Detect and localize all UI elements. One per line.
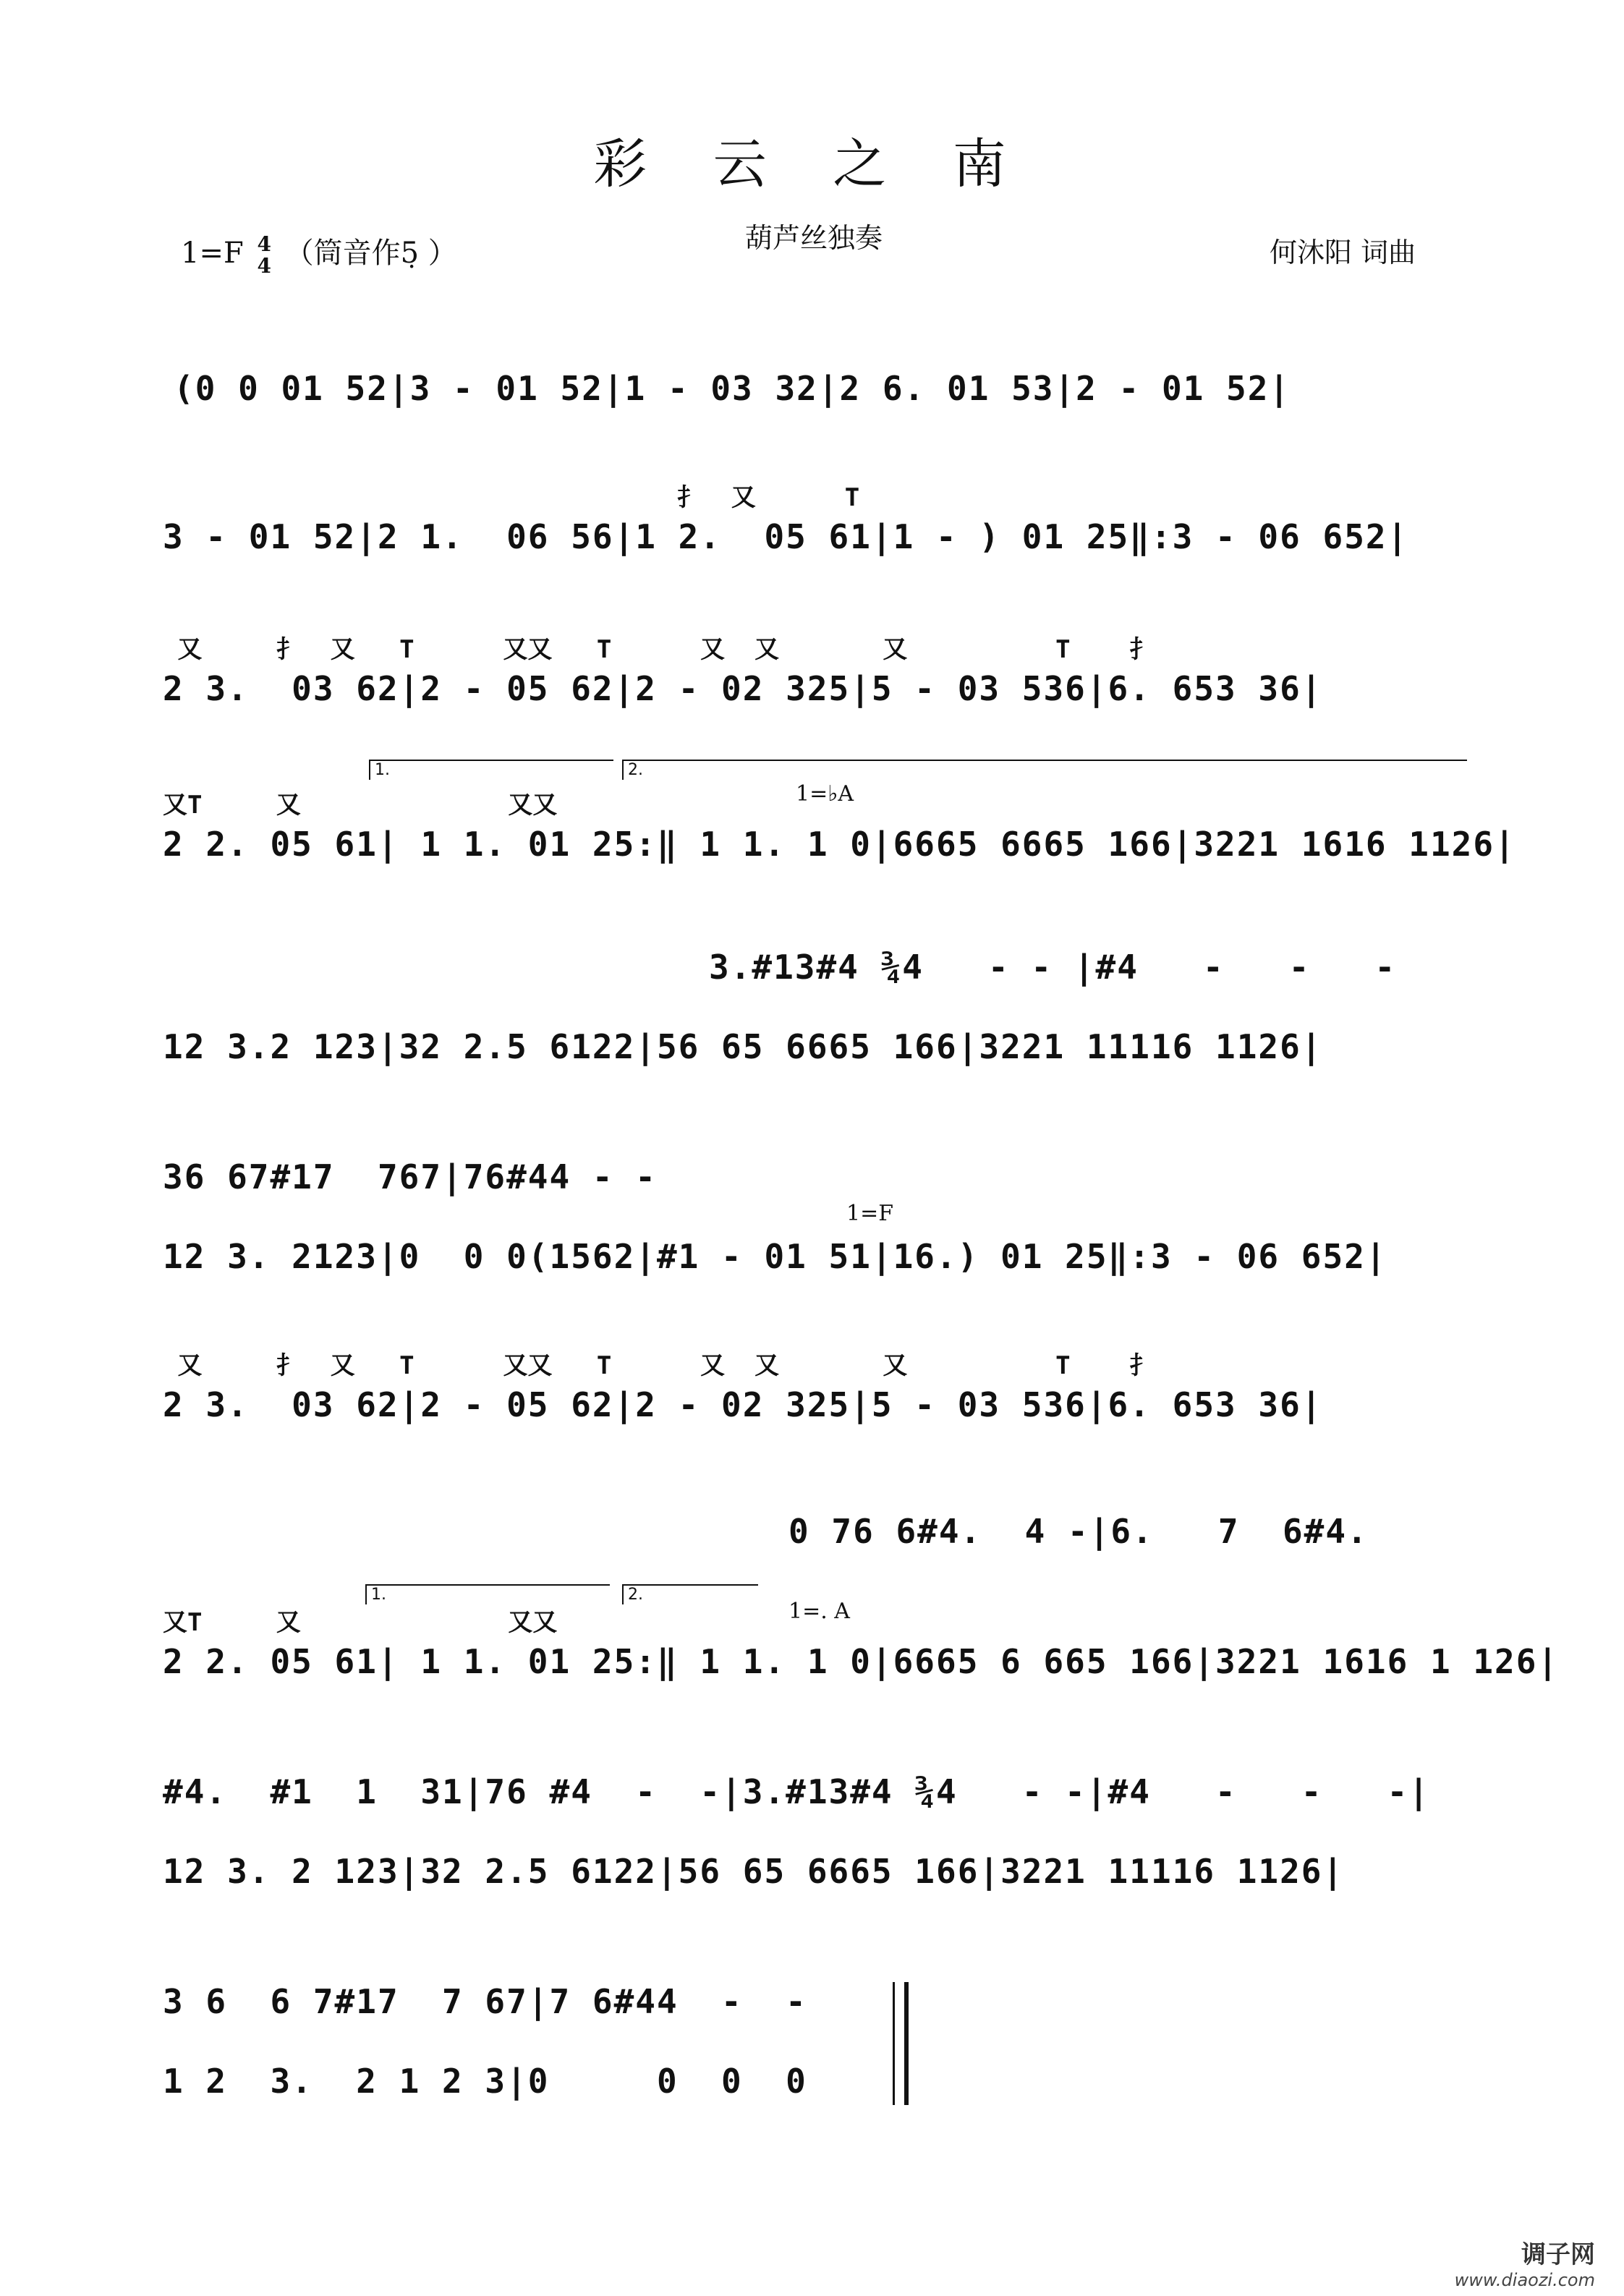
melody-line: 1 2 3. 2 1 2 3|0 0 0 0 bbox=[163, 2062, 807, 2101]
melody-line: 2 3. 03 62|2 - 05 62|2 - 02 325|5 - 03 536|6. 653 36| bbox=[163, 1385, 1323, 1424]
ornament-line: 扌 又 T bbox=[174, 483, 860, 512]
watermark-url: www.diaozi.com bbox=[1454, 2270, 1595, 2290]
final-barline bbox=[904, 1982, 909, 2105]
subtitle: 葫芦丝独奏 bbox=[745, 222, 883, 254]
ornament-line: 又T 又 又又 bbox=[163, 1608, 558, 1637]
key-label: 1=F bbox=[181, 237, 244, 270]
melody-line: 12 3. 2 123|32 2.5 6122|56 65 6665 166|3221 11116 1126| bbox=[163, 1852, 1345, 1891]
tube-note: （筒音作5̣ ） bbox=[284, 237, 457, 270]
watermark bbox=[1455, 2235, 1595, 2290]
page-title: 彩 云 之 南 bbox=[593, 133, 1031, 195]
time-numerator: 4 bbox=[257, 232, 271, 256]
volta-2: 2. bbox=[622, 1584, 758, 1604]
melody-line: 3 - 01 52|2 1. 06 56|1 2. 05 61|1 - ) 01 25‖:3 - 06 652| bbox=[163, 517, 1409, 556]
final-barline-thin bbox=[893, 1982, 895, 2105]
upper-voice: 3 6 6 7#17 7 67|7 6#44 - - bbox=[163, 1982, 807, 2021]
upper-voice: #4. #1 1 31|76 #4 - -|3.#13#4 ¾4 - -|#4 - - -| bbox=[163, 1772, 1430, 1811]
melody-line: 12 3.2 123|32 2.5 6122|56 65 6665 166|3221 11116 1126| bbox=[163, 1027, 1323, 1066]
ornament-line: 又 扌 又 T 又又 T 又 又 又 T 扌 bbox=[163, 1351, 1155, 1380]
volta-1: 1. bbox=[369, 760, 613, 780]
volta-1: 1. bbox=[365, 1584, 610, 1604]
key-change: 1=. A bbox=[788, 1599, 850, 1624]
upper-voice: 0 76 6#4. 4 -|6. 7 6#4. bbox=[788, 1512, 1369, 1551]
time-signature bbox=[257, 234, 271, 277]
upper-voice: 36 67#17 767|76#44 - - bbox=[163, 1157, 657, 1196]
key-signature bbox=[181, 230, 457, 277]
melody-line: (0 0 01 52|3 - 01 52|1 - 03 32|2 6. 01 53|2 - 01 52| bbox=[174, 369, 1291, 408]
melody-line: 2 2. 05 61| 1 1. 01 25:‖ 1 1. 1 0|6665 6 665 166|3221 1616 1 126| bbox=[163, 1642, 1560, 1681]
ornament-line: 又 扌 又 T 又又 T 又 又 又 T 扌 bbox=[163, 635, 1155, 664]
volta-2: 2. bbox=[622, 760, 1467, 780]
ornament-line: 又T 又 又又 bbox=[163, 791, 558, 820]
time-denominator: 4 bbox=[257, 254, 271, 278]
composer: 何沐阳 词曲 bbox=[1270, 237, 1416, 268]
melody-line: 12 3. 2123|0 0 0(1562|#1 - 01 51|16.) 01 25‖:3 - 06 652| bbox=[163, 1237, 1387, 1276]
watermark-name: 调子网 bbox=[1521, 2240, 1595, 2269]
key-change: 1=F bbox=[846, 1201, 894, 1226]
key-change: 1=♭A bbox=[796, 781, 854, 807]
upper-voice: 3.#13#4 ¾4 - - |#4 - - - bbox=[709, 948, 1397, 987]
melody-line: 2 2. 05 61| 1 1. 01 25:‖ 1 1. 1 0|6665 6665 166|3221 1616 1126| bbox=[163, 825, 1516, 864]
melody-line: 2 3. 03 62|2 - 05 62|2 - 02 325|5 - 03 536|6. 653 36| bbox=[163, 669, 1323, 708]
